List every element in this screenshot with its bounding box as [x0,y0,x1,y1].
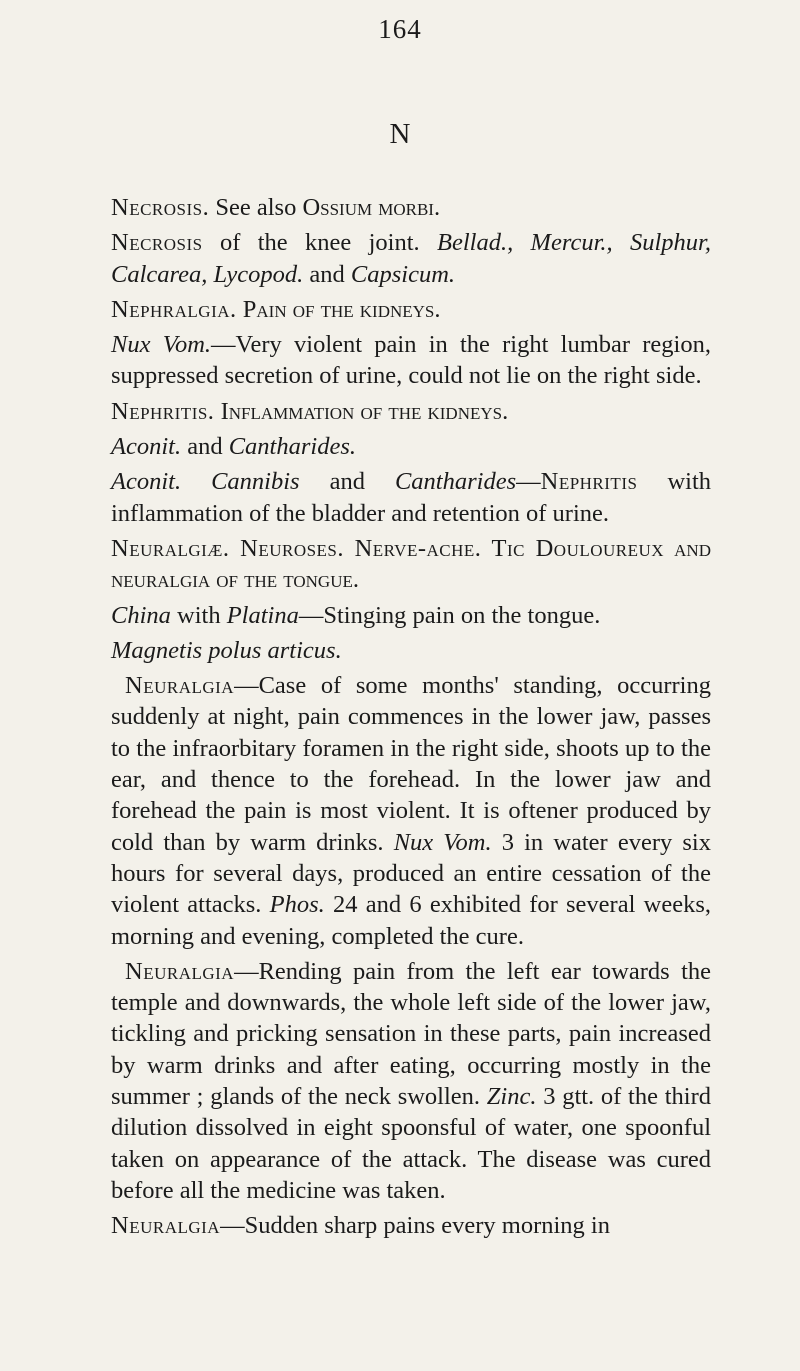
remedy-name: Aconit. [111,433,182,461]
entry-text: and [299,468,395,496]
entry-text: — [516,468,541,496]
entry-heading: Nephritis. [111,397,215,425]
entry-text: with inflammation of the bladder and retention of urine. [111,468,711,527]
entry-subheading: Inflammation of the kidneys. [214,397,509,425]
entry-text: and [303,260,351,288]
entry-text: —Rending pain from the left ear towards the temple and downwards, the whole left side of the lower jaw, tickling and pricking sensation in these parts, pain increased by warm drinks and after eating, occurring mostly in the summer ; glands of the neck swollen. [111,957,711,1111]
entry-nephralgia [111,294,711,325]
entry-necrosis [111,192,711,223]
remedy-list: Bellad., Mercur., Sulphur, Calcarea, Lycopod. [111,229,712,288]
entry-nephritis-remedies [111,431,711,462]
body-text [111,192,711,1242]
entry-text: and [181,433,229,461]
section-letter: N [389,118,411,150]
remedy-name: Phos. [269,891,325,919]
entry-text: 3 gtt. of the third dilution dissolved in eight spoonsful of water, one spoonful taken on appearance of the attack. The disease was cured before all the medicine was taken. [111,1083,711,1204]
remedy-name: Zinc. [486,1083,537,1111]
remedy-name: Nux Vom. [393,828,492,856]
entry-neuralgia-case-3 [111,1210,711,1241]
entry-text: —Stinging pain on the tongue. [298,601,601,629]
remedy-name: Cantharides. [228,433,356,461]
entry-text: 24 and 6 exhibited for several weeks, morning and evening, completed the cure. [111,891,711,950]
entry-neuralgiae [111,533,711,596]
remedy-name: Platina [226,601,299,629]
entry-neuralgia-case-2 [111,956,711,1206]
entry-text: —Case of some months' standing, occurring suddenly at night, pain commences in the lower jaw, passes to the infraorbitary foramen in the right side, shoots up to the ear, and thence to the forehead. In the lower jaw and forehead the pain is most violent. It is oftener produced by cold than by warm drinks. [111,672,711,856]
entry-heading: Necrosis [111,229,203,257]
remedy-name: Aconit. Cannibis [111,468,300,496]
page-number: 164 [378,14,422,44]
entry-text: with [170,601,227,629]
entry-neuralgia-case-1 [111,670,711,952]
entry-magnetis [111,635,711,666]
entry-subheading: Pain of the kidneys. [236,295,441,323]
entry-heading: Neuralgia [125,672,235,700]
remedy-name: Cantharides [394,468,517,496]
entry-nephritis-case [111,466,711,529]
remedy-name: Magnetis polus articus. [111,636,342,664]
remedy-name: China [111,601,171,629]
entry-nephralgia-case [111,329,711,392]
entry-heading: Neuralgia [125,957,235,985]
entry-heading: Neuralgiæ. Neuroses. Nerve-ache. Tic Douloureux [111,534,665,562]
entry-heading: Neuralgia [111,1212,221,1240]
remedy-name: Nux Vom. [111,331,212,359]
entry-necrosis-knee [111,227,711,290]
entry-text: 3 in water every six hours for several days, produced an entire cessation of the violent attacks. [111,828,711,919]
entry-text: —Very violent pain in the right lumbar region, suppressed secretion of urine, could not lie on the right side. [111,331,711,390]
entry-text: —Sudden sharp pains every morning in [220,1212,610,1240]
cross-reference: Ossium morbi. [302,194,441,221]
remedy-name: Capsicum. [350,260,456,288]
entry-subheading: and neuralgia of the tongue. [111,534,711,594]
see-also-text: See also [209,194,303,221]
entry-china-platina [111,600,711,631]
entry-nephritis [111,396,711,427]
entry-text: of the knee joint. [202,229,437,257]
entry-heading: Nephralgia. [111,295,237,323]
inline-heading: Nephritis [540,468,638,496]
entry-heading: Necrosis. [111,194,210,221]
